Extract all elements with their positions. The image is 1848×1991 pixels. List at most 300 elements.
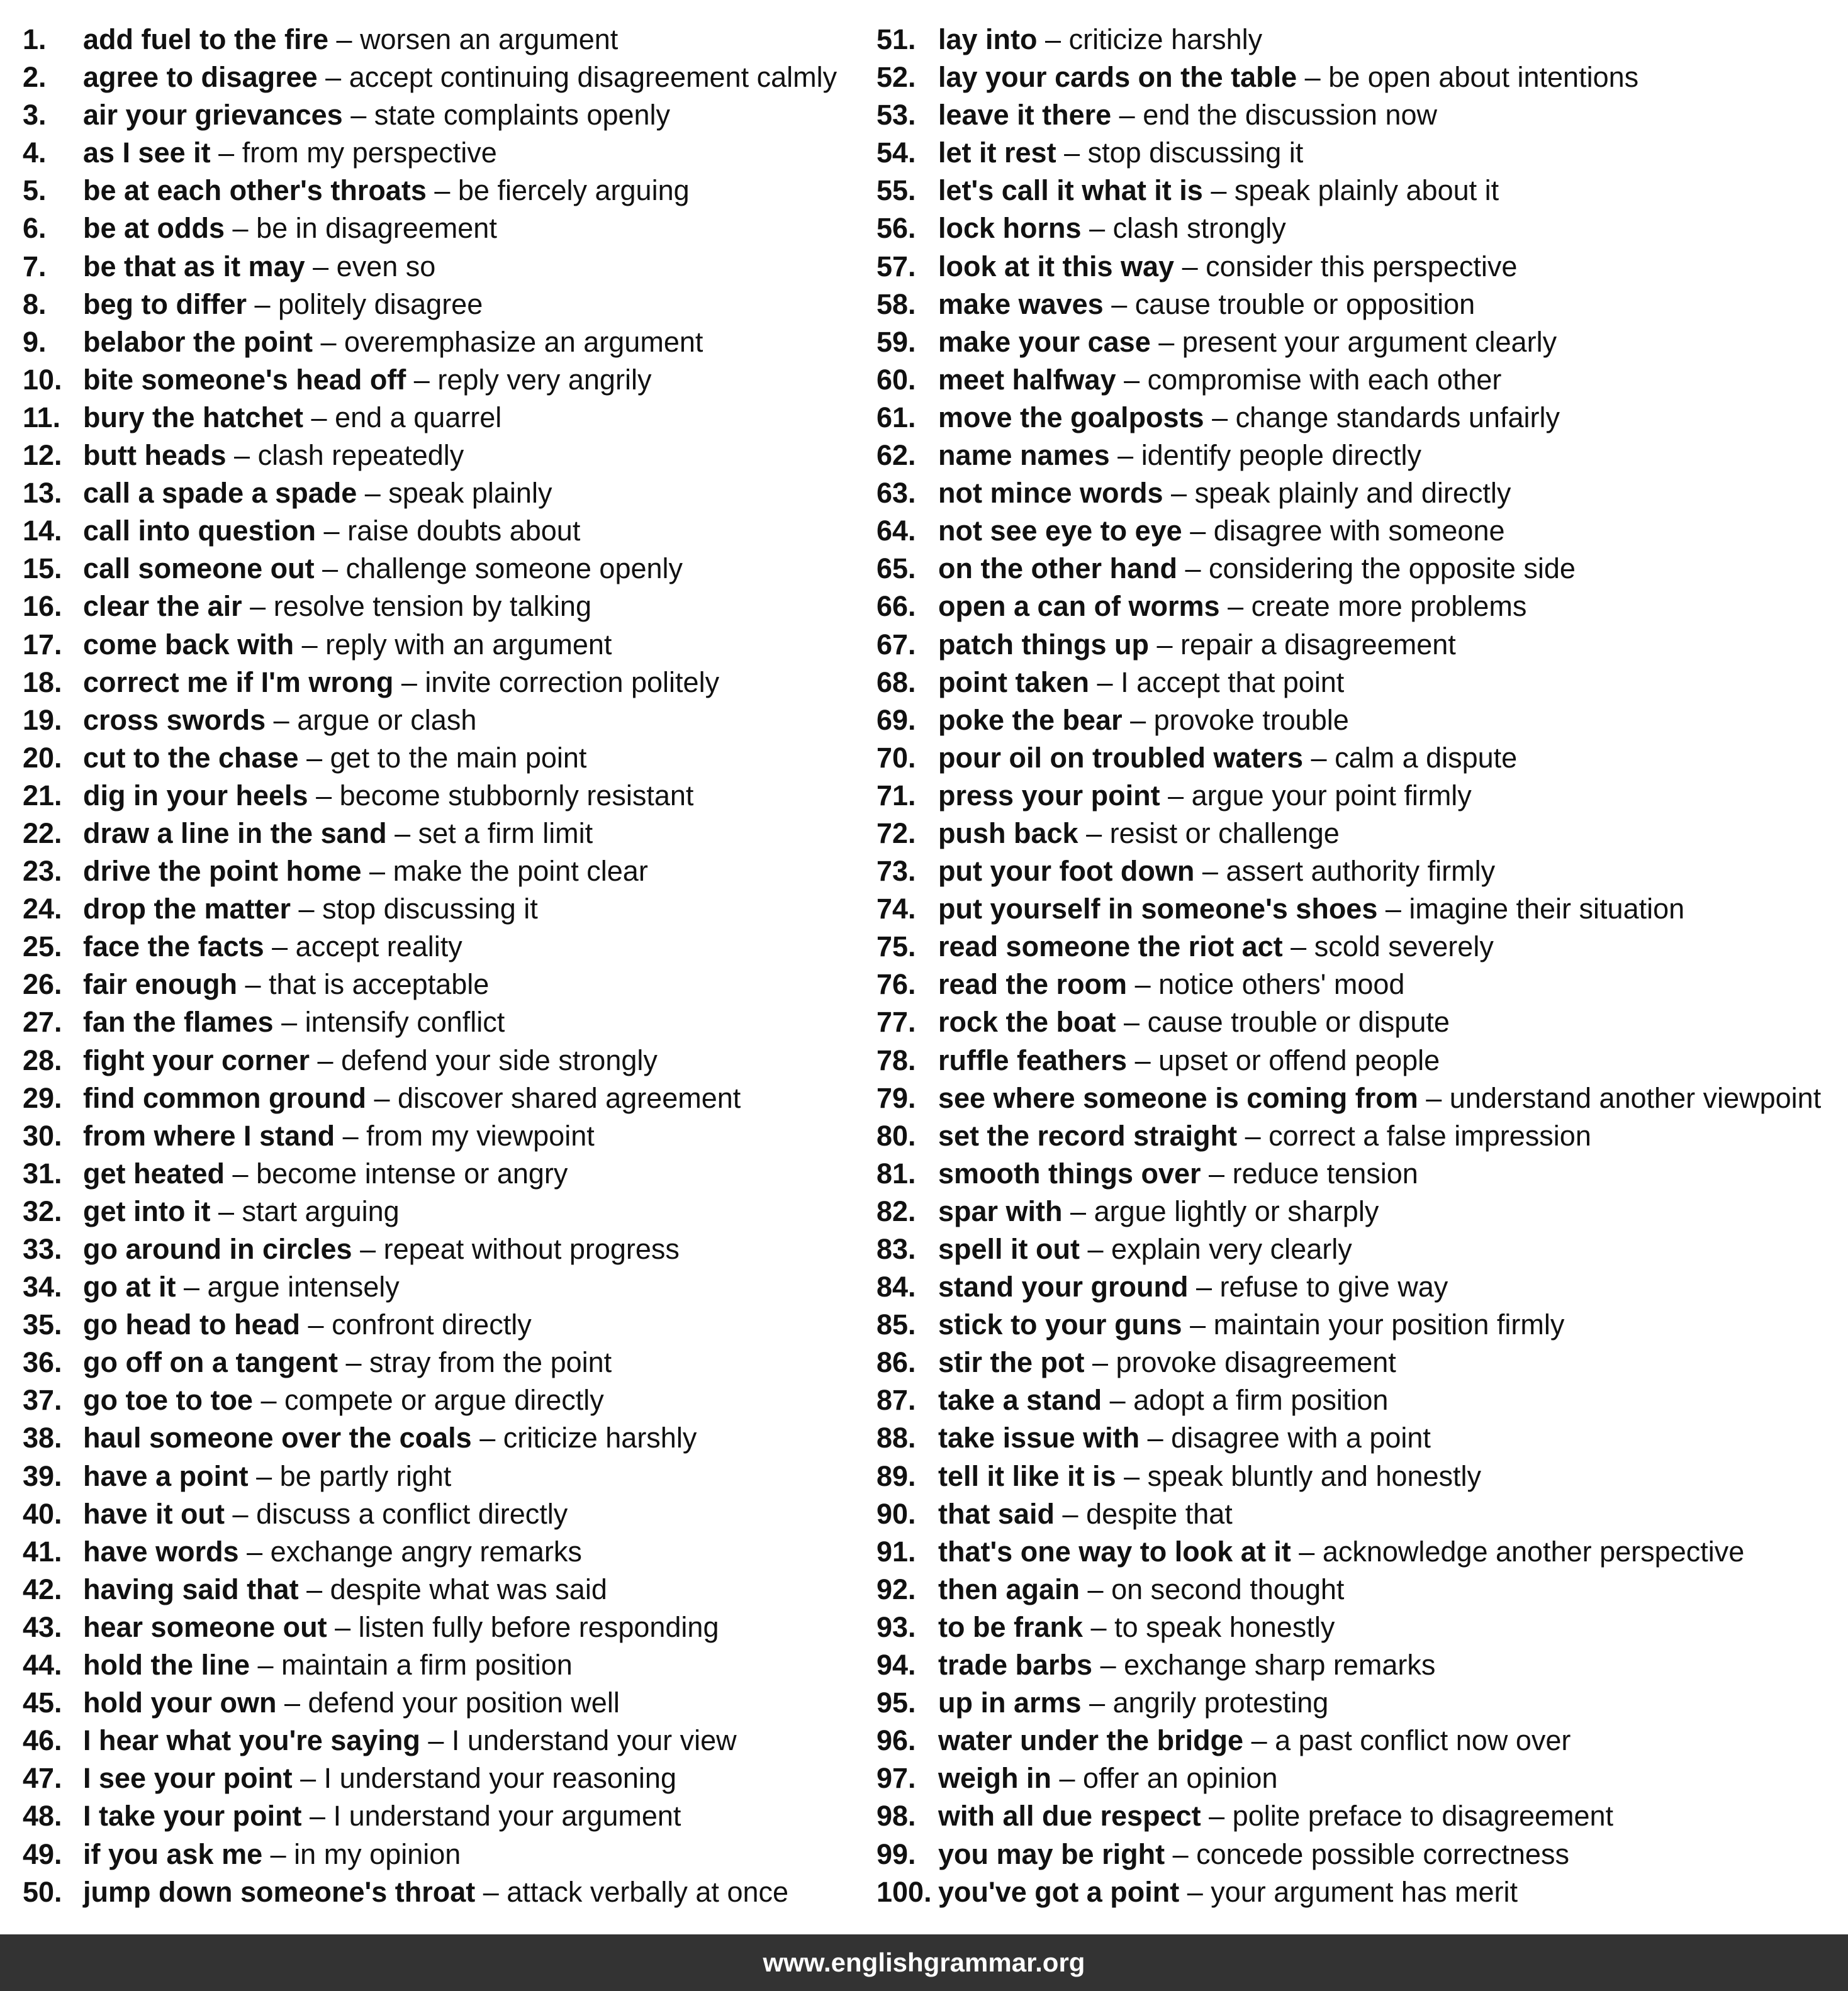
item-text	[83, 890, 538, 928]
item-number: 95.	[876, 1687, 916, 1719]
idiom-meaning: exchange sharp remarks	[1124, 1649, 1436, 1681]
item-number: 79.	[876, 1081, 916, 1114]
item-text	[83, 777, 693, 815]
item-number: 32.	[23, 1195, 62, 1227]
item-text	[938, 1760, 1277, 1797]
item-number: 2.	[23, 61, 47, 94]
list-item	[23, 1003, 866, 1041]
item-number: 33.	[23, 1233, 62, 1265]
idiom-phrase: with all due respect	[938, 1800, 1201, 1832]
item-number: 91.	[876, 1535, 916, 1568]
item-text	[83, 1117, 595, 1155]
idiom-phrase: fan the flames	[83, 1006, 274, 1039]
idiom-phrase: weigh in	[938, 1762, 1051, 1795]
idiom-meaning: start arguing	[242, 1195, 400, 1227]
list-item	[876, 512, 1845, 550]
item-number: 67.	[876, 628, 916, 661]
phrase-list-left	[23, 21, 866, 1911]
idiom-meaning: acknowledge another perspective	[1322, 1535, 1745, 1568]
idiom-phrase: cut to the chase	[83, 741, 299, 774]
idiom-meaning: in my opinion	[294, 1838, 461, 1870]
list-item	[23, 209, 866, 247]
item-text	[83, 172, 690, 209]
idiom-phrase: see where someone is coming from	[938, 1081, 1418, 1114]
idiom-meaning: invite correction politely	[425, 666, 720, 698]
idiom-phrase: not mince words	[938, 477, 1163, 510]
item-text	[938, 966, 1404, 1003]
dash-separator: –	[1201, 1157, 1233, 1190]
idiom-phrase: meet halfway	[938, 363, 1116, 396]
idiom-meaning: compete or argue directly	[284, 1384, 604, 1417]
idiom-meaning: criticize harshly	[503, 1422, 697, 1454]
idiom-phrase: that's one way to look at it	[938, 1535, 1291, 1568]
list-item	[876, 739, 1845, 777]
idiom-phrase: call into question	[83, 515, 316, 547]
item-number: 20.	[23, 741, 62, 774]
idiom-meaning: refuse to give way	[1219, 1271, 1448, 1303]
idiom-meaning: scold severely	[1314, 930, 1494, 963]
idiom-phrase: draw a line in the sand	[83, 817, 387, 849]
item-text	[83, 1797, 681, 1835]
item-number: 29.	[23, 1081, 62, 1114]
item-text	[83, 1155, 568, 1193]
list-item	[876, 890, 1845, 928]
idiom-phrase: go toe to toe	[83, 1384, 253, 1417]
item-text	[938, 1495, 1233, 1533]
list-item	[23, 361, 866, 399]
idiom-meaning: argue your point firmly	[1191, 779, 1472, 811]
list-item	[23, 890, 866, 928]
item-text	[83, 1873, 788, 1911]
dash-separator: –	[1084, 1346, 1116, 1379]
item-text	[938, 512, 1505, 550]
list-item	[23, 1458, 866, 1495]
list-item	[23, 1609, 866, 1646]
item-text	[83, 1344, 612, 1381]
item-number: 56.	[876, 212, 916, 245]
item-text	[83, 815, 593, 852]
idiom-phrase: open a can of worms	[938, 590, 1220, 623]
idiom-phrase: get heated	[83, 1157, 225, 1190]
item-text	[938, 474, 1511, 512]
list-item	[23, 1155, 866, 1193]
item-text	[938, 399, 1560, 437]
dash-separator: –	[1303, 741, 1335, 774]
idiom-meaning: become stubbornly resistant	[339, 779, 694, 811]
idiom-phrase: read the room	[938, 968, 1128, 1001]
idiom-meaning: explain very clearly	[1111, 1233, 1352, 1265]
idiom-meaning: become intense or angry	[256, 1157, 568, 1190]
item-text	[83, 1458, 451, 1495]
list-item	[876, 399, 1845, 437]
idiom-phrase: let it rest	[938, 137, 1056, 169]
idiom-meaning: cause trouble or opposition	[1134, 287, 1476, 320]
dash-separator: –	[252, 1384, 285, 1417]
item-text	[83, 1760, 676, 1797]
item-text	[938, 1797, 1613, 1835]
idiom-phrase: having said that	[83, 1573, 299, 1605]
item-number: 26.	[23, 968, 62, 1001]
dash-separator: –	[225, 1497, 257, 1530]
dash-separator: –	[1160, 779, 1192, 811]
idiom-phrase: take a stand	[938, 1384, 1102, 1417]
item-text	[83, 1079, 741, 1117]
dash-separator: –	[1103, 287, 1135, 320]
item-number: 3.	[23, 99, 47, 131]
dash-separator: –	[1418, 1081, 1450, 1114]
idiom-phrase: stand your ground	[938, 1271, 1189, 1303]
idiom-phrase: put your foot down	[938, 855, 1195, 888]
item-number: 75.	[876, 930, 916, 963]
idiom-phrase: add fuel to the fire	[83, 23, 329, 55]
item-number: 70.	[876, 741, 916, 774]
item-text	[83, 21, 618, 59]
item-number: 16.	[23, 590, 62, 623]
dash-separator: –	[328, 23, 361, 55]
idiom-phrase: bury the hatchet	[83, 401, 304, 433]
list-item	[876, 1003, 1845, 1041]
dash-separator: –	[292, 1762, 324, 1795]
idiom-phrase: get into it	[83, 1195, 211, 1227]
item-text	[83, 1495, 568, 1533]
item-text	[938, 1155, 1418, 1193]
item-text	[83, 1609, 719, 1646]
dash-separator: –	[310, 1044, 342, 1076]
idiom-meaning: worsen an argument	[360, 23, 619, 55]
idiom-phrase: call someone out	[83, 552, 315, 585]
item-text	[938, 361, 1501, 399]
dash-separator: –	[366, 1081, 398, 1114]
item-number: 40.	[23, 1497, 62, 1530]
list-item	[876, 966, 1845, 1003]
list-item	[876, 1268, 1845, 1306]
dash-separator: –	[1062, 1195, 1094, 1227]
idiom-phrase: tell it like it is	[938, 1459, 1116, 1492]
idiom-meaning: argue or clash	[297, 703, 477, 736]
idiom-phrase: patch things up	[938, 628, 1149, 661]
idiom-meaning: your argument has merit	[1211, 1875, 1518, 1908]
idiom-phrase: not see eye to eye	[938, 515, 1182, 547]
list-item	[23, 1117, 866, 1155]
item-text	[938, 852, 1495, 890]
item-number: 61.	[876, 401, 916, 433]
item-number: 36.	[23, 1346, 62, 1379]
idiom-meaning: defend your side strongly	[341, 1044, 658, 1076]
idiom-phrase: face the facts	[83, 930, 264, 963]
idiom-phrase: find common ground	[83, 1081, 366, 1114]
list-item	[23, 626, 866, 664]
item-text	[83, 96, 670, 134]
list-item	[876, 134, 1845, 172]
idiom-meaning: imagine their situation	[1409, 893, 1685, 925]
idiom-meaning: overemphasize an argument	[344, 325, 703, 358]
list-item	[876, 21, 1845, 59]
idiom-meaning: set a firm limit	[418, 817, 593, 849]
item-text	[938, 550, 1576, 588]
idiom-meaning: I understand your argument	[333, 1800, 681, 1832]
list-item	[876, 1571, 1845, 1609]
idiom-meaning: change standards unfairly	[1235, 401, 1560, 433]
idiom-phrase: clear the air	[83, 590, 242, 623]
idiom-phrase: smooth things over	[938, 1157, 1201, 1190]
idiom-phrase: call a spade a spade	[83, 477, 357, 510]
list-item	[23, 664, 866, 701]
item-number: 41.	[23, 1535, 62, 1568]
list-item	[876, 1306, 1845, 1344]
list-item	[23, 550, 866, 588]
idiom-meaning: listen fully before responding	[358, 1610, 719, 1643]
idiom-meaning: be partly right	[279, 1459, 452, 1492]
item-number: 45.	[23, 1687, 62, 1719]
dash-separator: –	[1080, 1573, 1112, 1605]
item-number: 53.	[876, 99, 916, 131]
item-number: 47.	[23, 1762, 62, 1795]
idiom-meaning: criticize harshly	[1068, 23, 1263, 55]
list-item	[23, 1836, 866, 1873]
item-number: 71.	[876, 779, 916, 811]
item-number: 39.	[23, 1459, 62, 1492]
idiom-phrase: lock horns	[938, 212, 1082, 245]
item-text	[938, 664, 1344, 701]
dash-separator: –	[1188, 1271, 1220, 1303]
item-number: 14.	[23, 515, 62, 547]
item-number: 43.	[23, 1610, 62, 1643]
idiom-meaning: end the discussion now	[1143, 99, 1438, 131]
item-number: 31.	[23, 1157, 62, 1190]
item-number: 58.	[876, 287, 916, 320]
idiom-phrase: jump down someone's throat	[83, 1875, 476, 1908]
item-number: 44.	[23, 1649, 62, 1681]
dash-separator: –	[1116, 1006, 1148, 1039]
idiom-meaning: a past conflict now over	[1275, 1724, 1571, 1757]
item-number: 97.	[876, 1762, 916, 1795]
item-text	[938, 1381, 1388, 1419]
list-item	[23, 1495, 866, 1533]
dash-separator: –	[248, 1459, 280, 1492]
item-text	[83, 1646, 573, 1684]
dash-separator: –	[1080, 1233, 1112, 1265]
idiom-meaning: repeat without progress	[383, 1233, 680, 1265]
list-item	[876, 1836, 1845, 1873]
list-item	[876, 815, 1845, 852]
idiom-meaning: reply very angrily	[437, 363, 652, 396]
dash-separator: –	[1055, 1497, 1087, 1530]
item-text	[938, 172, 1499, 209]
dash-separator: –	[313, 325, 345, 358]
item-number: 59.	[876, 325, 916, 358]
dash-separator: –	[1150, 325, 1182, 358]
dash-separator: –	[266, 703, 298, 736]
idiom-meaning: clash repeatedly	[257, 439, 464, 472]
idiom-phrase: beg to differ	[83, 287, 247, 320]
item-number: 35.	[23, 1308, 62, 1341]
item-number: 17.	[23, 628, 62, 661]
item-number: 80.	[876, 1119, 916, 1152]
item-text	[83, 1381, 604, 1419]
item-text	[83, 1268, 400, 1306]
idiom-phrase: from where I stand	[83, 1119, 335, 1152]
idiom-phrase: go at it	[83, 1271, 176, 1303]
idiom-meaning: politely disagree	[278, 287, 483, 320]
dash-separator: –	[361, 855, 393, 888]
item-number: 27.	[23, 1006, 62, 1039]
dash-separator: –	[475, 1875, 507, 1908]
idiom-meaning: end a quarrel	[335, 401, 502, 433]
dash-separator: –	[314, 552, 346, 585]
item-text	[83, 323, 703, 361]
dash-separator: –	[294, 628, 326, 661]
dash-separator: –	[225, 212, 257, 245]
dash-separator: –	[210, 137, 242, 169]
list-item	[876, 1495, 1845, 1533]
item-text	[938, 323, 1557, 361]
item-text	[83, 1003, 505, 1041]
dash-separator: –	[1174, 250, 1206, 282]
list-item	[23, 437, 866, 474]
idiom-meaning: that is acceptable	[269, 968, 490, 1001]
dash-separator: –	[1056, 137, 1088, 169]
list-item	[23, 1571, 866, 1609]
item-text	[938, 1646, 1435, 1684]
idiom-meaning: offer an opinion	[1083, 1762, 1278, 1795]
item-text	[83, 1533, 582, 1571]
idiom-phrase: spell it out	[938, 1233, 1080, 1265]
item-text	[938, 437, 1421, 474]
dash-separator: –	[1078, 817, 1110, 849]
idiom-meaning: from my viewpoint	[366, 1119, 595, 1152]
list-item	[876, 777, 1845, 815]
footer-website-url[interactable]: www.englishgrammar.org	[763, 1948, 1085, 1977]
idiom-meaning: present your argument clearly	[1182, 325, 1557, 358]
idiom-phrase: I see your point	[83, 1762, 293, 1795]
idiom-meaning: create more problems	[1251, 590, 1527, 623]
item-number: 48.	[23, 1800, 62, 1832]
idiom-phrase: push back	[938, 817, 1078, 849]
dash-separator: –	[1092, 1649, 1124, 1681]
dash-separator: –	[1179, 1875, 1211, 1908]
item-number: 65.	[876, 552, 916, 585]
item-number: 66.	[876, 590, 916, 623]
list-item	[876, 1419, 1845, 1457]
idiom-phrase: be at each other's throats	[83, 174, 427, 207]
dash-separator: –	[303, 401, 335, 433]
idiom-meaning: repair a disagreement	[1180, 628, 1456, 661]
list-item	[23, 1381, 866, 1419]
idiom-phrase: on the other hand	[938, 552, 1177, 585]
list-item	[876, 1722, 1845, 1760]
dash-separator: –	[316, 515, 348, 547]
idiom-meaning: on second thought	[1111, 1573, 1345, 1605]
list-item	[23, 739, 866, 777]
item-number: 19.	[23, 703, 62, 736]
item-text	[938, 1079, 1821, 1117]
idiom-phrase: point taken	[938, 666, 1090, 698]
idiom-meaning: resist or challenge	[1109, 817, 1340, 849]
item-number: 11.	[23, 401, 61, 433]
idiom-meaning: intensify conflict	[305, 1006, 505, 1039]
item-text	[938, 1344, 1396, 1381]
idiom-meaning: concede possible correctness	[1196, 1838, 1569, 1870]
dash-separator: –	[237, 968, 269, 1001]
list-item	[23, 1268, 866, 1306]
list-item	[23, 1079, 866, 1117]
list-item	[23, 1344, 866, 1381]
list-item	[23, 172, 866, 209]
item-number: 100.	[876, 1875, 932, 1908]
list-item	[23, 59, 866, 96]
dash-separator: –	[305, 250, 337, 282]
list-item	[876, 286, 1845, 323]
idiom-meaning: resolve tension by talking	[273, 590, 591, 623]
item-text	[83, 664, 719, 701]
idiom-meaning: disagree with someone	[1213, 515, 1505, 547]
item-text	[938, 1458, 1481, 1495]
list-item	[876, 1684, 1845, 1722]
idiom-phrase: go head to head	[83, 1308, 301, 1341]
idiom-meaning: upset or offend people	[1158, 1044, 1440, 1076]
idiom-meaning: notice others' mood	[1158, 968, 1405, 1001]
idiom-phrase: spar with	[938, 1195, 1063, 1227]
item-number: 98.	[876, 1800, 916, 1832]
item-number: 13.	[23, 477, 62, 510]
item-text	[938, 1684, 1328, 1722]
dash-separator: –	[1291, 1535, 1323, 1568]
list-item	[23, 134, 866, 172]
list-item	[23, 474, 866, 512]
item-number: 62.	[876, 439, 916, 472]
item-text	[938, 626, 1456, 664]
item-text	[83, 286, 483, 323]
list-item	[23, 1533, 866, 1571]
item-number: 89.	[876, 1459, 916, 1492]
idiom-phrase: if you ask me	[83, 1838, 263, 1870]
dash-separator: –	[176, 1271, 208, 1303]
item-number: 93.	[876, 1610, 916, 1643]
item-number: 42.	[23, 1573, 62, 1605]
list-item	[23, 1684, 866, 1722]
item-text	[83, 739, 586, 777]
item-text	[83, 59, 837, 96]
item-text	[83, 966, 489, 1003]
item-number: 37.	[23, 1384, 62, 1417]
idiom-phrase: have a point	[83, 1459, 249, 1492]
list-item	[876, 1873, 1845, 1911]
list-item	[876, 928, 1845, 966]
idiom-phrase: hold the line	[83, 1649, 250, 1681]
idiom-meaning: even so	[336, 250, 436, 282]
item-number: 69.	[876, 703, 916, 736]
item-text	[83, 1836, 461, 1873]
item-text	[938, 59, 1638, 96]
item-text	[83, 1684, 620, 1722]
list-item	[23, 21, 866, 59]
idiom-meaning: stop discussing it	[322, 893, 538, 925]
idiom-meaning: stray from the point	[369, 1346, 612, 1379]
idiom-meaning: maintain your position firmly	[1213, 1308, 1565, 1341]
idiom-phrase: have words	[83, 1535, 239, 1568]
item-number: 15.	[23, 552, 62, 585]
footer-bar	[0, 1934, 1848, 1991]
item-number: 68.	[876, 666, 916, 698]
dash-separator: –	[298, 741, 330, 774]
dash-separator: –	[1116, 363, 1148, 396]
idiom-phrase: stick to your guns	[938, 1308, 1182, 1341]
item-text	[938, 928, 1494, 966]
dash-separator: –	[1127, 1044, 1159, 1076]
item-text	[83, 399, 501, 437]
dash-separator: –	[1165, 1838, 1197, 1870]
idiom-meaning: clash strongly	[1112, 212, 1286, 245]
